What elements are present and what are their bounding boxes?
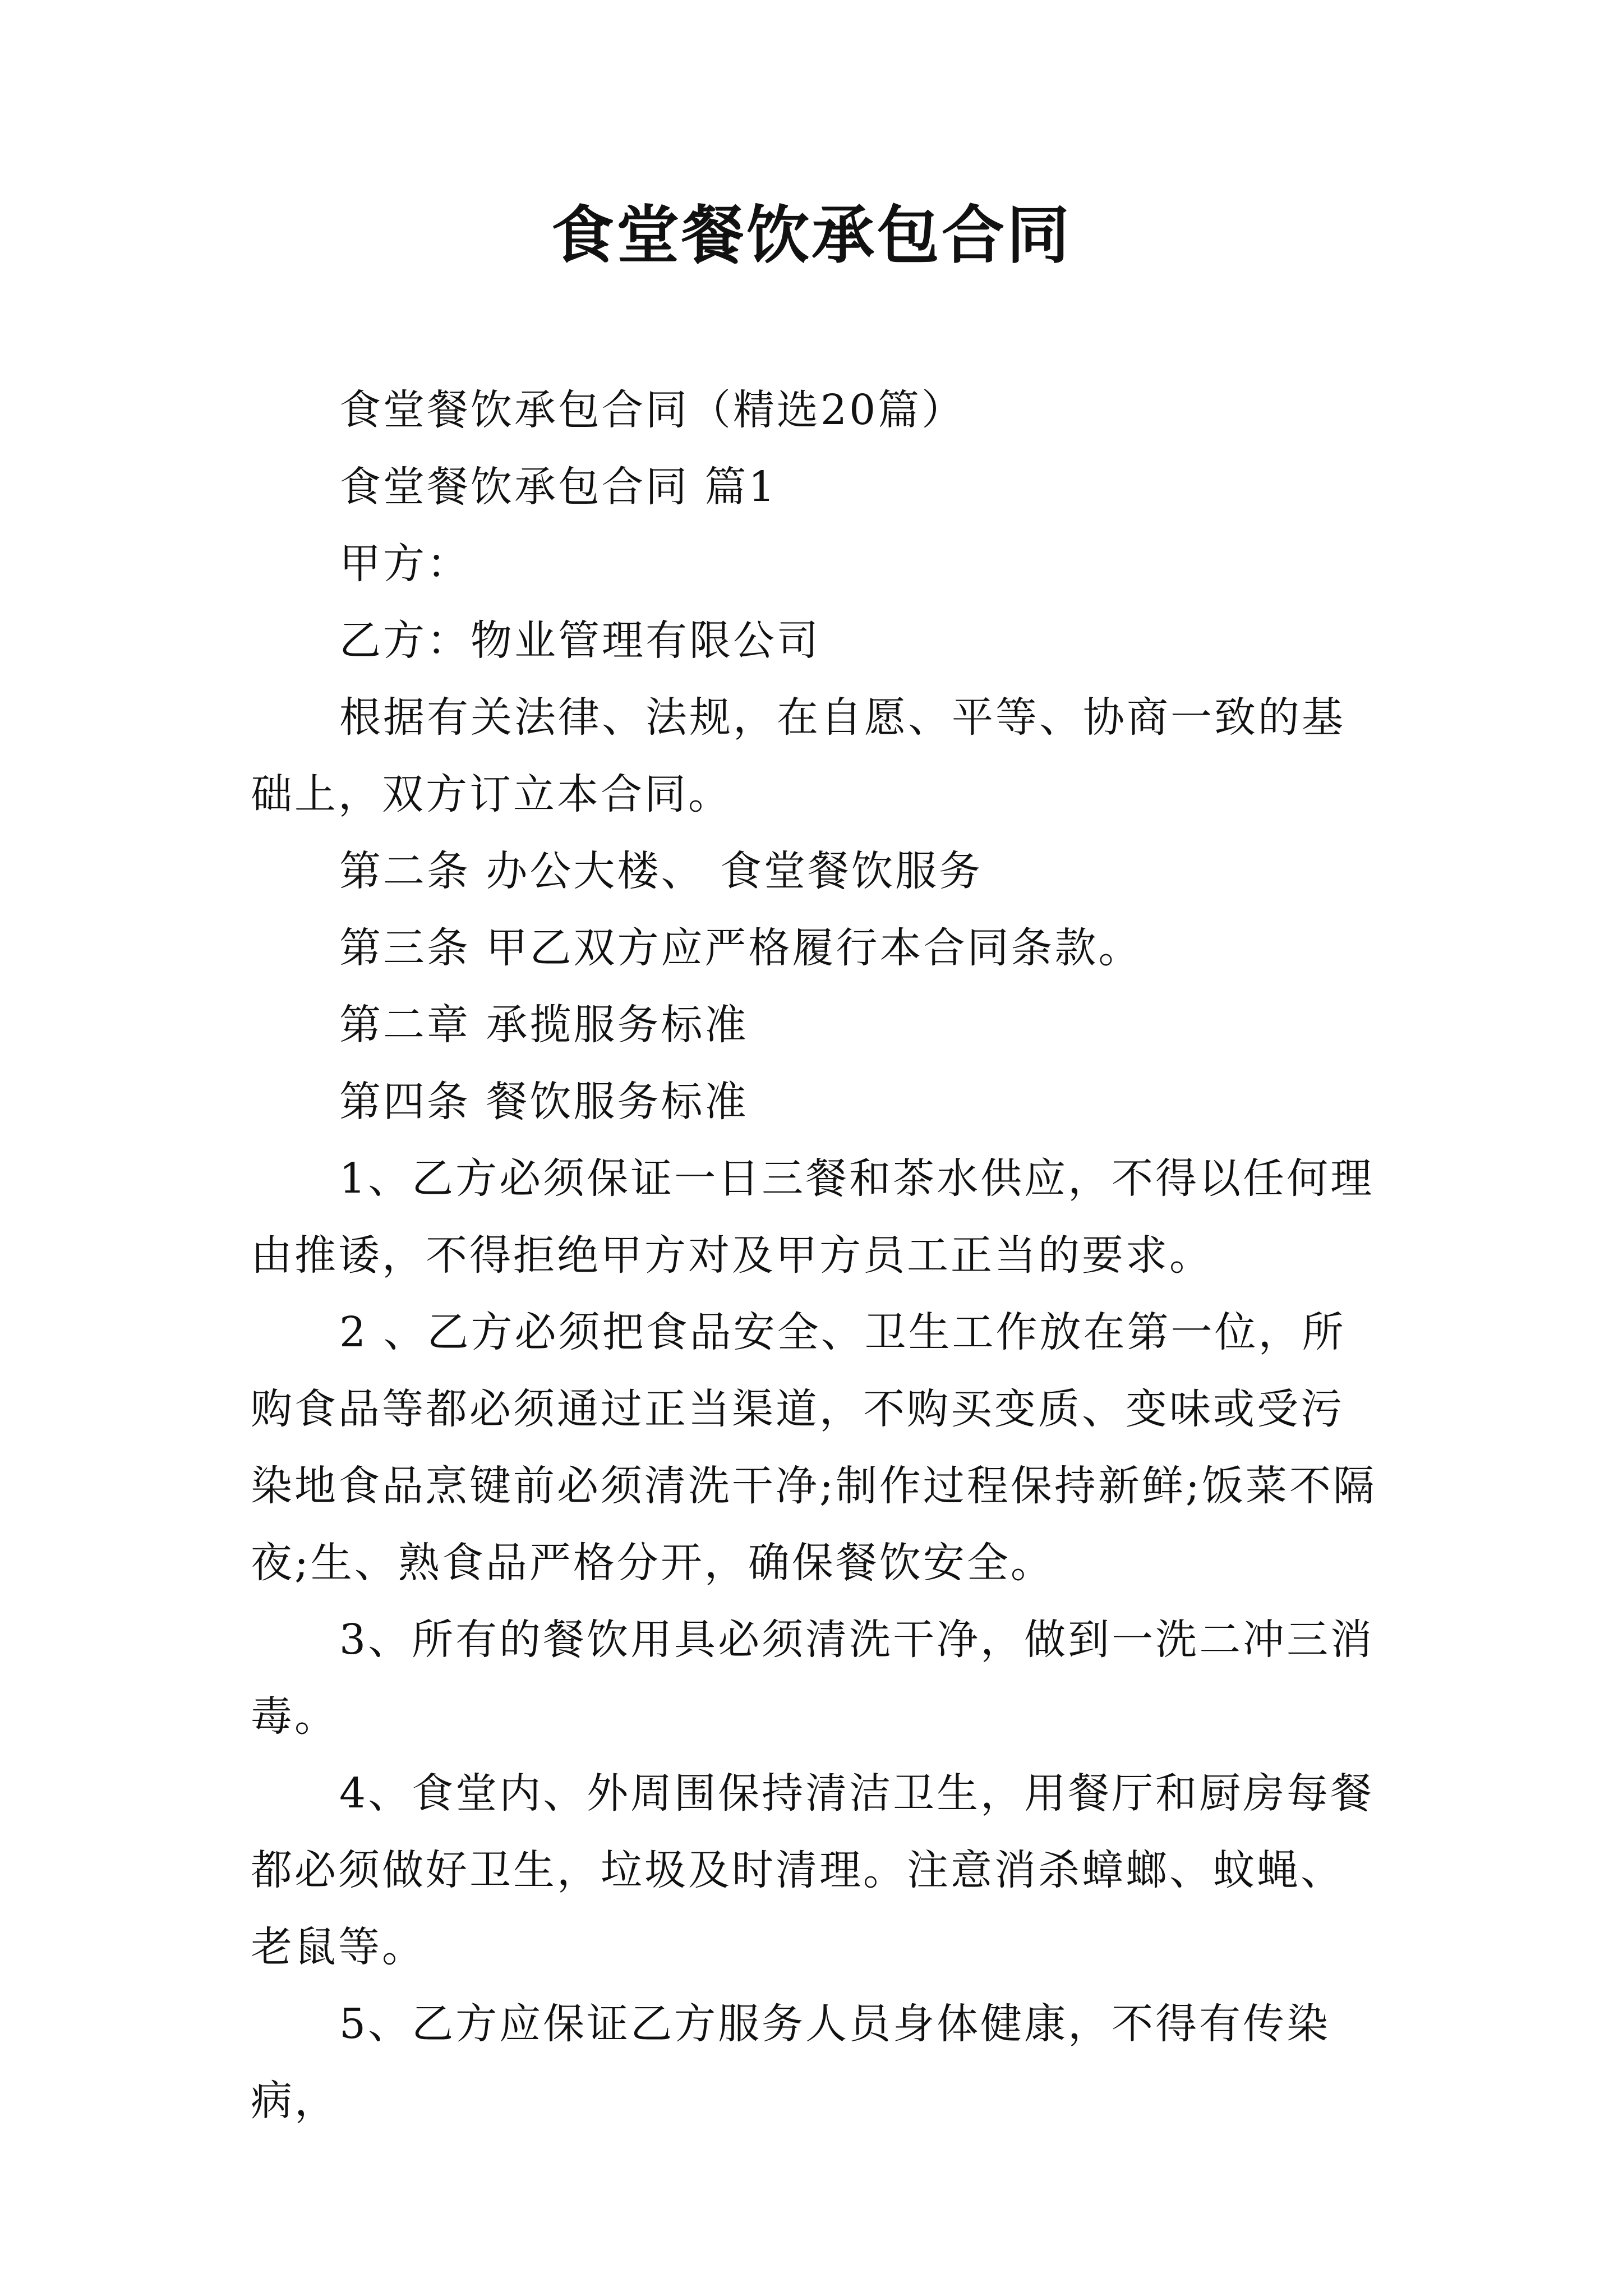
paragraph-article-3: 第三条 甲乙双方应严格履行本合同条款。 xyxy=(339,924,1142,972)
paragraph-preamble: 根据有关法律、法规，在自愿、平等、协商一致的基础上，双方订立本合同。 xyxy=(251,693,1345,818)
paragraph-item-2: 2 、乙方必须把食品安全、卫生工作放在第一位，所购食品等都必须通过正当渠道，不购买变质、变味或受污染地食品烹键前必须清洗干净;制作过程保持新鲜;饭菜不隔夜;生、熟食品严格分开，确保餐饮安全。 xyxy=(251,1308,1377,1587)
paragraph-party-a: 甲方： xyxy=(339,540,471,588)
paragraph-item-4: 4、食堂内、外周围保持清洁卫生，用餐厅和厨房每餐都必须做好卫生，垃圾及时清理。注意消杀蟑螂、蚊蝇、老鼠等。 xyxy=(251,1769,1375,1971)
paragraph-subtitle: 食堂餐饮承包合同（精选20篇） xyxy=(339,386,966,434)
paragraph-item-3: 3、所有的餐饮用具必须清洗干净，做到一洗二冲三消毒。 xyxy=(251,1616,1375,1741)
paragraph-article-4: 第四条 餐饮服务标准 xyxy=(339,1078,749,1126)
paragraph-article-2: 第二条 办公大楼、 食堂餐饮服务 xyxy=(339,847,983,895)
paragraph-chapter-2: 第二章 承揽服务标准 xyxy=(339,1001,749,1049)
paragraph-item-1: 1、乙方必须保证一日三餐和茶水供应，不得以任何理由推诿，不得拒绝甲方对及甲方员工正当的要求。 xyxy=(251,1154,1375,1280)
paragraph-section-heading: 食堂餐饮承包合同 篇1 xyxy=(339,463,777,511)
document-title: 食堂餐饮承包合同 xyxy=(551,199,1072,272)
paragraph-party-b: 乙方：物业管理有限公司 xyxy=(339,616,820,665)
paragraph-item-5: 5、乙方应保证乙方服务人员身体健康，不得有传染病， xyxy=(251,2000,1331,2125)
document-body xyxy=(251,372,1378,2139)
